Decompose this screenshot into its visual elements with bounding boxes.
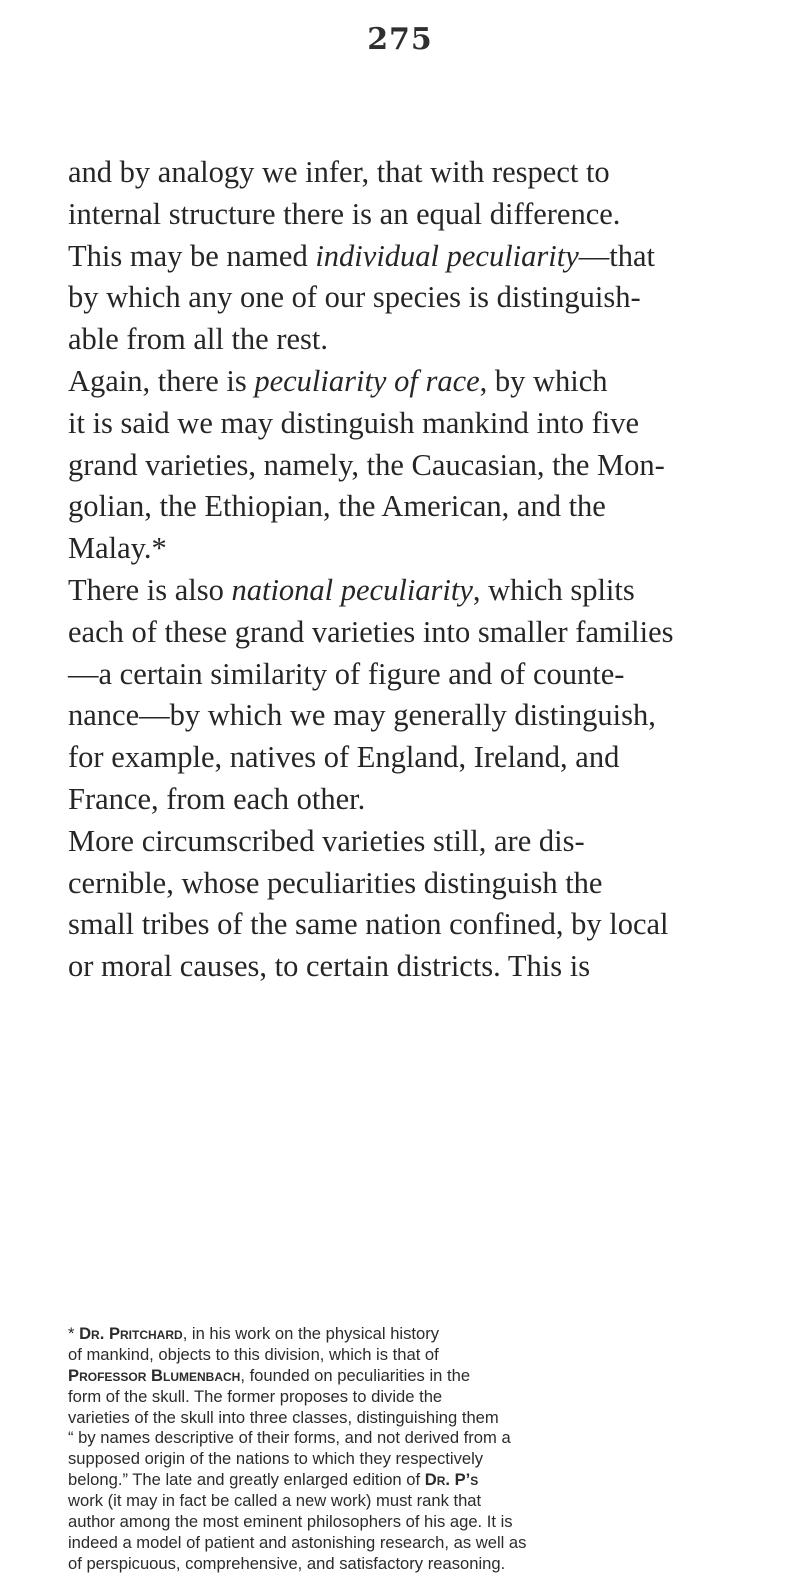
text-line: able from all the rest. — [68, 322, 328, 357]
footnote-line: “ by names descriptive of their forms, and not derived from a — [68, 1428, 511, 1448]
text-line: —a certain similarity of figure and of counte- — [68, 656, 625, 691]
page-number: 275 — [367, 22, 433, 57]
footnote-line: form of the skull. The former proposes to divide the — [68, 1386, 443, 1406]
footnote-line: work (it may in fact be called a new work) must rank that — [68, 1491, 482, 1511]
text-line: each of these grand varieties into smaller families — [68, 614, 674, 649]
footnote-line: * Dr. Pritchard, in his work on the physical history — [68, 1324, 440, 1343]
text-line: and by analogy we infer, that with respect to — [68, 155, 610, 189]
footnote-line: indeed a model of patient and astonishing research, as well as — [68, 1532, 527, 1552]
text-line: nance—by which we may generally distinguish, — [68, 698, 656, 733]
footnote-line: author among the most eminent philosophers of his age. It is — [68, 1512, 513, 1532]
author-name-dr-p: Dr. P’s — [424, 1470, 479, 1490]
footnote-line: belong.” The late and greatly enlarged edition of Dr. P’s — [68, 1470, 479, 1490]
footnote — [68, 1324, 768, 1575]
text-line: cernible, whose peculiarities distinguish the — [68, 865, 603, 900]
italic-term-peculiarity-of-race: peculiarity of race — [254, 363, 480, 398]
text-line: There is also national peculiarity, which splits — [68, 572, 635, 607]
author-name-pritchard: Dr. Pritchard — [79, 1324, 183, 1343]
text-line: France, from each other. — [68, 781, 366, 816]
text-line: Again, there is peculiarity of race, by which — [68, 363, 608, 398]
footnote-line: of mankind, objects to this division, which is that of — [68, 1344, 439, 1364]
italic-term-national-peculiarity: national peculiarity — [231, 572, 473, 607]
italic-term-individual-peculiarity: individual peculiarity — [315, 238, 579, 273]
text-line: This may be named individual peculiarity—that — [68, 238, 656, 273]
footnote-marker: * — [68, 1324, 80, 1343]
text-line: grand varieties, namely, the Caucasian, the Mon- — [68, 447, 665, 482]
author-name-blumenbach: Professor Blumenbach — [68, 1365, 241, 1385]
text-line: small tribes of the same nation confined, by local — [68, 907, 669, 942]
footnote-line: supposed origin of the nations to which they respectively — [68, 1449, 484, 1469]
text-line: or moral causes, to certain districts. This is — [68, 949, 591, 984]
text-line: it is said we may distinguish mankind into five — [68, 405, 639, 440]
body-text — [68, 152, 768, 988]
text-line: for example, natives of England, Ireland, and — [68, 740, 620, 775]
text-line: More circumscribed varieties still, are dis- — [68, 823, 585, 858]
footnote-line: varieties of the skull into three classes, distinguishing them — [68, 1407, 499, 1427]
text-line: internal structure there is an equal difference. — [68, 196, 621, 231]
footnote-line: Professor Blumenbach, founded on peculiarities in the — [68, 1365, 471, 1385]
text-line: Malay.* — [68, 531, 167, 566]
text-line: golian, the Ethiopian, the American, and the — [68, 489, 606, 524]
footnote-line: of perspicuous, comprehensive, and satisfactory reasoning. — [68, 1553, 506, 1573]
text-line: by which any one of our species is distinguish- — [68, 280, 641, 315]
